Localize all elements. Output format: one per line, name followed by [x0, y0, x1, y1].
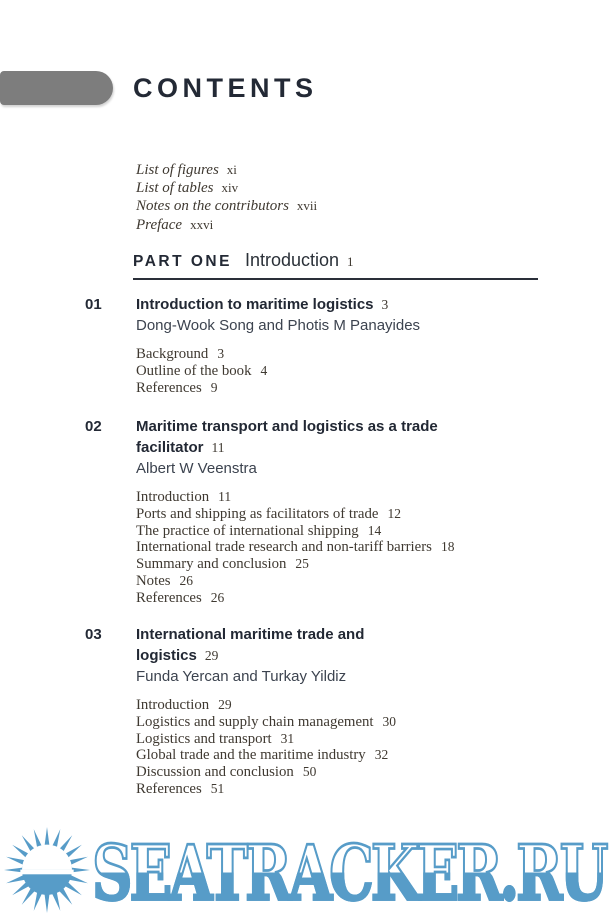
section-page-number: 26 — [179, 572, 194, 588]
section-label: Outline of the book — [136, 362, 252, 379]
chapter-title: Introduction to maritime logistics 3 — [136, 296, 389, 313]
section-page-number: 25 — [295, 556, 309, 572]
sun-logo-icon — [4, 827, 90, 913]
section-item — [136, 539, 548, 556]
front-matter-label: List of figures — [136, 162, 219, 178]
section-item — [136, 523, 548, 540]
chapter-title: Maritime transport and logistics as a trade facilitator 11 — [136, 418, 438, 456]
section-label: Summary and conclusion — [136, 556, 287, 573]
section-item — [136, 747, 548, 764]
chapter-authors: Funda Yercan and Turkay Yildiz — [136, 668, 347, 685]
front-matter-page-number: xi — [226, 162, 237, 177]
front-matter-item — [136, 197, 317, 215]
section-page-number: 26 — [210, 589, 225, 605]
page-title: CONTENTS — [133, 73, 318, 103]
section-item — [136, 764, 548, 781]
front-matter-item — [136, 216, 317, 234]
chapter-page-number: 3 — [381, 297, 389, 312]
chapter-body — [136, 624, 548, 798]
chapter-sections — [136, 346, 548, 396]
section-item — [136, 380, 548, 397]
section-page-number: 11 — [218, 489, 232, 504]
section-label: Logistics and supply chain management — [136, 713, 374, 730]
section-item — [136, 556, 548, 573]
section-item — [136, 697, 548, 714]
part-kicker: PART ONE — [133, 253, 232, 270]
part-page-number: 1 — [347, 254, 354, 269]
front-matter-item — [136, 161, 317, 179]
front-matter-list — [136, 161, 317, 234]
section-page-number: 51 — [210, 780, 225, 796]
chapter-number: 02 — [85, 418, 102, 435]
chapter-number: 03 — [85, 626, 102, 643]
chapter-title: International maritime trade and logistics 29 — [136, 626, 365, 664]
section-label: Introduction — [136, 697, 210, 713]
section-page-number: 30 — [382, 713, 397, 729]
section-page-number: 29 — [218, 697, 232, 712]
front-matter-label: Notes on the contributors — [136, 198, 289, 215]
section-label: Background — [136, 346, 209, 362]
chapter-sections — [136, 489, 548, 607]
chapter-body — [136, 416, 548, 607]
section-page-number: 9 — [210, 379, 218, 395]
section-label: Global trade and the maritime industry — [136, 747, 366, 764]
chapter-page-number: 11 — [211, 440, 225, 455]
section-label: Notes — [136, 572, 171, 589]
section-label: Introduction — [136, 489, 210, 505]
section-page-number: 18 — [440, 539, 455, 555]
section-label: Ports and shipping as facilitators of trade — [136, 505, 379, 522]
section-label: International trade research and non-tariff barriers — [136, 539, 432, 556]
section-label: References — [136, 589, 202, 606]
chapter-sections — [136, 697, 548, 798]
header-gray-bar — [0, 71, 113, 105]
section-item — [136, 489, 548, 506]
section-page-number: 3 — [217, 346, 225, 361]
section-item — [136, 714, 548, 731]
chapter-number: 01 — [85, 296, 102, 313]
chapter-authors: Dong-Wook Song and Photis M Panayides — [136, 317, 421, 334]
chapter-page-number: 29 — [204, 648, 219, 663]
section-item — [136, 781, 548, 798]
section-item — [136, 506, 548, 523]
section-page-number: 50 — [302, 764, 317, 780]
chapter-entry — [0, 624, 616, 798]
front-matter-item — [136, 179, 317, 197]
watermark-text: SEATRACKER.RU — [92, 829, 606, 917]
section-page-number: 12 — [387, 505, 401, 521]
section-item — [136, 731, 548, 748]
section-page-number: 14 — [367, 522, 382, 538]
chapter-entry — [0, 294, 616, 396]
chapter-entry — [0, 416, 616, 607]
front-matter-label: List of tables — [136, 180, 214, 197]
front-matter-label: Preface — [136, 216, 183, 233]
section-label: Discussion and conclusion — [136, 764, 294, 781]
section-item — [136, 573, 548, 590]
front-matter-page-number: xiv — [221, 180, 239, 196]
section-label: References — [136, 379, 202, 396]
chapter-authors: Albert W Veenstra — [136, 460, 257, 477]
section-page-number: 32 — [374, 747, 389, 763]
part-one-heading — [133, 250, 538, 280]
section-page-number: 4 — [260, 362, 268, 378]
section-item — [136, 346, 548, 363]
section-label: References — [136, 780, 202, 797]
section-label: Logistics and transport — [136, 730, 272, 747]
section-item — [136, 590, 548, 607]
section-item — [136, 363, 548, 380]
section-label: The practice of international shipping — [136, 522, 359, 539]
part-title: Introduction — [244, 250, 340, 270]
front-matter-page-number: xvii — [296, 198, 318, 214]
watermark — [0, 824, 616, 917]
chapter-body — [136, 294, 548, 396]
section-page-number: 31 — [280, 730, 295, 746]
front-matter-page-number: xxvi — [190, 216, 214, 232]
